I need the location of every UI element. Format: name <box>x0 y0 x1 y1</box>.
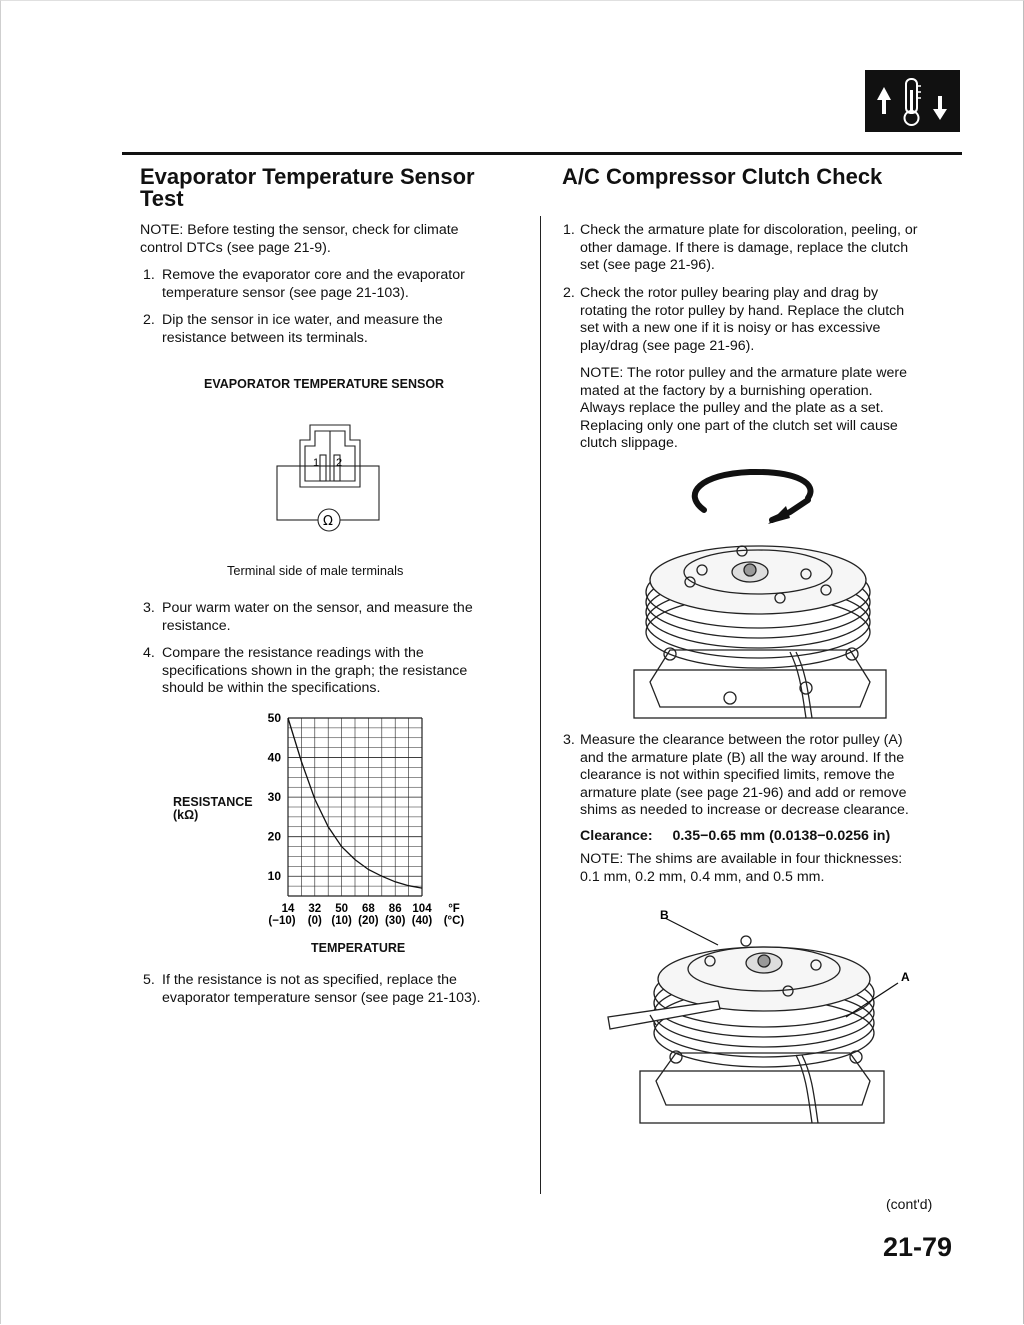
chart-x-tick-label-f: °F <box>448 903 460 915</box>
chart-x-tick-label-c: (30) <box>384 915 406 927</box>
step-number: 3. <box>143 600 155 616</box>
step-text: resistance. <box>162 617 231 634</box>
step-text: set with a new one if it is noisy or has excessive <box>580 320 881 337</box>
step-text: Pour warm water on the sensor, and measure the <box>162 600 473 616</box>
left-note <box>140 222 459 257</box>
chart-x-tick-label-f: 68 <box>362 903 375 915</box>
resistance-chart <box>255 708 470 930</box>
step-text: If the resistance is not as specified, replace the <box>162 972 457 988</box>
chart-x-tick-label-c: (20) <box>358 915 379 927</box>
chart-y-label-unit: (kΩ) <box>173 808 199 822</box>
climate-section-icon <box>865 70 960 132</box>
clearance-value: 0.35−0.65 mm (0.0138−0.0256 in) <box>672 828 891 844</box>
terminal-caption: Terminal side of male terminals <box>227 563 404 578</box>
right-note-burnishing <box>580 365 907 453</box>
step-text: and the armature plate (B) all the way around. If the <box>580 749 905 766</box>
note-text: NOTE: The rotor pulley and the armature plate were <box>580 365 907 381</box>
left-title-line2: Test <box>140 186 184 211</box>
note-text: 0.1 mm, 0.2 mm, 0.4 mm, and 0.5 mm. <box>580 868 825 885</box>
right-section-title <box>562 166 882 188</box>
connector-pin-2: 2 <box>336 457 343 469</box>
chart-x-tick-label-c: (0) <box>307 915 322 927</box>
clearance-label: Clearance: <box>580 828 653 844</box>
chart-y-tick-label: 30 <box>267 790 281 805</box>
step-text: rotating the rotor pulley by hand. Replace the clutch <box>580 302 905 319</box>
chart-grid <box>288 718 422 896</box>
step-text: armature plate (see page 21-96) and add or remove <box>580 784 907 801</box>
clearance-measurement-illustration <box>600 905 920 1127</box>
chart-y-tick-label: 40 <box>267 750 281 765</box>
chart-x-tick-label-f: 14 <box>281 903 295 915</box>
chart-x-tick-label-f: 50 <box>335 903 348 915</box>
step-text: Measure the clearance between the rotor pulley (A) <box>580 732 903 748</box>
chart-x-tick-label-c: (40) <box>411 915 433 927</box>
header-rule <box>122 152 962 155</box>
step-text: Dip the sensor in ice water, and measure the <box>162 312 443 328</box>
callout-a: A <box>901 970 910 984</box>
step-number: 3. <box>563 732 575 748</box>
right-note-shims <box>580 851 902 886</box>
step-number: 1. <box>143 267 155 283</box>
step-text: Remove the evaporator core and the evaporator <box>162 267 465 283</box>
continued-label: (cont'd) <box>886 1196 933 1212</box>
step-text: Check the rotor pulley bearing play and drag by <box>580 285 879 301</box>
connector-pin-1: 1 <box>313 457 320 469</box>
step-number: 4. <box>143 645 155 661</box>
chart-x-label: TEMPERATURE <box>311 941 406 955</box>
chart-x-tick-label-f: 104 <box>412 903 432 915</box>
step-text: play/drag (see page 21-96). <box>580 337 755 354</box>
chart-y-tick-label: 10 <box>267 869 281 884</box>
chart-y-tick-label: 20 <box>267 829 281 844</box>
chart-x-tick-label-c: (10) <box>331 915 352 927</box>
step-text: evaporator temperature sensor (see page 21-103). <box>162 989 481 1006</box>
left-note-line: control DTCs (see page 21-9). <box>140 239 331 256</box>
step-text: specifications shown in the graph; the resistance <box>162 662 468 679</box>
left-title-line1: Evaporator Temperature Sensor <box>140 164 475 189</box>
note-text: clutch slippage. <box>580 435 678 452</box>
step-number: 2. <box>143 312 155 328</box>
ohm-symbol: Ω <box>323 514 333 529</box>
chart-x-tick-label-f: 32 <box>308 903 322 915</box>
page-number: 21-79 <box>883 1232 953 1262</box>
clearance-spec <box>580 828 890 844</box>
step-number: 1. <box>563 222 575 238</box>
rotation-arrow-icon <box>690 462 820 524</box>
chart-x-tick-label-c: (°C) <box>443 915 465 927</box>
note-text: Always replace the pulley and the plate as a set. <box>580 400 884 417</box>
sensor-connector-diagram <box>270 415 390 535</box>
chart-y-tick-label: 50 <box>267 711 281 725</box>
step-text: other damage. If there is damage, replace the clutch <box>580 239 909 256</box>
step-number: 5. <box>143 972 155 988</box>
left-section-title <box>140 166 475 210</box>
chart-y-label <box>173 796 253 822</box>
left-note-line: NOTE: Before testing the sensor, check for climate <box>140 222 459 238</box>
step-text: Compare the resistance readings with the <box>162 645 424 661</box>
step-text: set (see page 21-96). <box>580 257 715 274</box>
step-text: resistance between its terminals. <box>162 329 368 346</box>
step-text: temperature sensor (see page 21-103). <box>162 284 409 301</box>
compressor-clutch-illustration <box>630 542 890 722</box>
step-text: should be within the specifications. <box>162 680 381 697</box>
sensor-caption: EVAPORATOR TEMPERATURE SENSOR <box>204 377 445 391</box>
chart-x-tick-label-c: (−10) <box>268 915 296 927</box>
callout-b: B <box>660 908 669 922</box>
note-text: mated at the factory by a burnishing operation. <box>580 382 873 399</box>
right-title: A/C Compressor Clutch Check <box>562 164 883 189</box>
note-text: NOTE: The shims are available in four thicknesses: <box>580 851 903 867</box>
chart-y-label-text: RESISTANCE <box>173 795 253 809</box>
step-number: 2. <box>563 285 575 301</box>
note-text: Replacing only one part of the clutch set will cause <box>580 417 898 434</box>
chart-x-tick-label-f: 86 <box>388 903 402 915</box>
step-text: clearance is not within specified limits, remove the <box>580 767 895 784</box>
step-text: Check the armature plate for discoloration, peeling, or <box>580 222 918 238</box>
step-text: shims as needed to increase or decrease clearance. <box>580 802 909 819</box>
column-divider <box>540 216 541 1194</box>
